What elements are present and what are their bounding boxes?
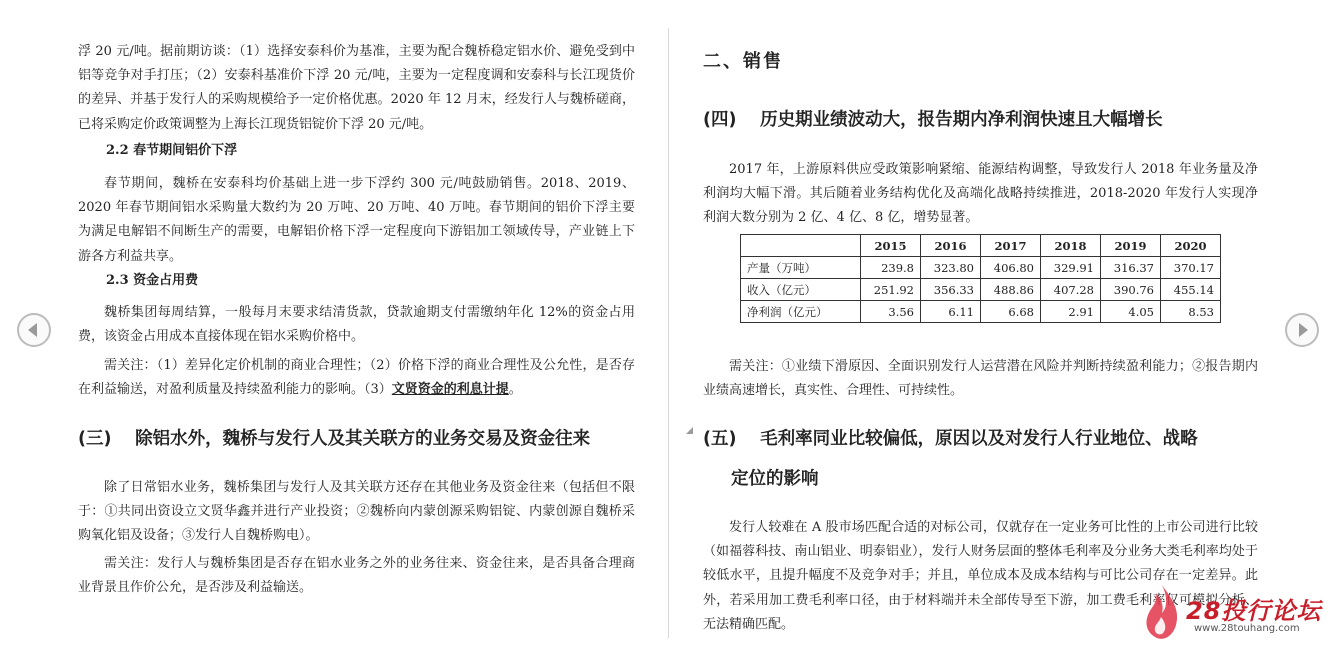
table-header-row xyxy=(741,235,1221,257)
next-page-button[interactable] xyxy=(1285,313,1319,347)
table-cell: 2.91 xyxy=(1041,301,1101,323)
section-title-5: (五) 毛利率同业比较偏低，原因以及对发行人行业地位、战略 xyxy=(703,429,1198,449)
table-cell: 6.68 xyxy=(981,301,1041,323)
year-header: 2016 xyxy=(921,235,981,257)
table-cell: 239.8 xyxy=(861,257,921,279)
watermark-brand: 28投行论坛 xyxy=(1186,597,1322,625)
chapter-title: 二、销售 xyxy=(703,51,783,72)
attention-note: 需关注：发行人与魏桥集团是否存在铝水业务之外的业务往来、资金往来，是否具备合理商业背景且作价公允，是否涉及利益输送。 xyxy=(78,556,635,596)
attention-note xyxy=(78,354,635,402)
paragraph: 春节期间，魏桥在安泰科均价基础上进一步下浮约 300 元/吨鼓励销售。2018、2019、2020 年春节期间铝水采购量大数约为 20 万吨、20 万吨、40 万吨。春节期间的铝价下浮主要为满足电解铝不间断生产的需要，电解铝价格下浮一定程度向下游铝加工领域传导，产业链上下游各方利益共享。 xyxy=(78,176,635,264)
table-row xyxy=(741,279,1221,301)
table-cell: 3.56 xyxy=(861,301,921,323)
paragraph: 2017 年，上游原料供应受政策影响紧缩、能源结构调整，导致发行人 2018 年业务量及净利润均大幅下滑。其后随着业务结构优化及高端化战略持续推进，2018-2020 年发行人实现净利润大数分别为 2 亿、4 亿、8 亿，增势显著。 xyxy=(703,162,1258,226)
financial-table xyxy=(740,234,1221,323)
section-title-3: (三) 除铝水外，魏桥与发行人及其关联方的业务交易及资金往来 xyxy=(78,429,591,449)
table-cell: 390.76 xyxy=(1101,279,1161,301)
prev-page-button[interactable] xyxy=(17,313,51,347)
chevron-left-icon xyxy=(19,315,49,345)
flame-logo-icon xyxy=(1142,583,1182,643)
paragraph: 除了日常铝水业务，魏桥集团与发行人及其关联方还存在其他业务及资金往来（包括但不限于：①共同出资设立文贤华鑫并进行产业投资；②魏桥向内蒙创源采购铝锭、内蒙创源自魏桥采购氧化铝及设备；③发行人自魏桥购电）。 xyxy=(78,480,635,544)
table-cell: 455.14 xyxy=(1161,279,1221,301)
table-cell: 323.80 xyxy=(921,257,981,279)
table-cell: 8.53 xyxy=(1161,301,1221,323)
underlined-term: 文贤资金的利息计提 xyxy=(391,382,509,398)
table-corner-cell xyxy=(741,235,861,257)
watermark-url: www.28touhang.com xyxy=(1194,623,1300,634)
table-cell: 6.11 xyxy=(921,301,981,323)
year-header: 2015 xyxy=(861,235,921,257)
table-cell: 406.80 xyxy=(981,257,1041,279)
year-header: 2018 xyxy=(1041,235,1101,257)
table-cell: 251.92 xyxy=(861,279,921,301)
page-divider xyxy=(668,28,669,638)
subheading-2-3: 2.3 资金占用费 xyxy=(106,273,199,288)
table-row xyxy=(741,257,1221,279)
chevron-right-icon xyxy=(1287,315,1317,345)
table-cell: 407.28 xyxy=(1041,279,1101,301)
attention-note: 需关注：①业绩下滑原因、全面识别发行人运营潜在风险并判断持续盈利能力；②报告期内业绩高速增长，真实性、合理性、可持续性。 xyxy=(703,359,1258,399)
year-header: 2020 xyxy=(1161,235,1221,257)
paragraph: 浮 20 元/吨。据前期访谈：（1）选择安泰科价为基准，主要为配合魏桥稳定铝水价、避免受到中铝等竞争对手打压；（2）安泰科基准价下浮 20 元/吨，主要为一定程度调和安泰科与长江现货价的差异、并基于发行人的采购规模给予一定价格优惠。2020 年 12 月末，经发行人与魏桥磋商，已将采购定价政策调整为上海长江现货铝锭价下浮 20 元/吨。 xyxy=(78,44,635,132)
right-page xyxy=(703,0,1258,662)
row-label: 产量（万吨） xyxy=(741,257,861,279)
note-text: 需关注：（1）差异化定价机制的商业合理性；（2）价格下浮的商业合理性及公允性，是否存在利益输送，对盈利质量及持续盈利能力的影响。（3） xyxy=(78,358,635,398)
fold-corner-icon xyxy=(686,427,693,434)
paragraph: 魏桥集团每周结算，一般每月末要求结清货款，贷款逾期支付需缴纳年化 12%的资金占用费，该资金占用成本直接体现在铝水采购价格中。 xyxy=(78,305,635,345)
table-cell: 356.33 xyxy=(921,279,981,301)
subheading-2-2: 2.2 春节期间铝价下浮 xyxy=(106,143,238,158)
row-label: 净利润（亿元） xyxy=(741,301,861,323)
table-cell: 329.91 xyxy=(1041,257,1101,279)
section-title-5-cont: 定位的影响 xyxy=(731,469,819,489)
table-cell: 488.86 xyxy=(981,279,1041,301)
table-row xyxy=(741,301,1221,323)
table-cell: 316.37 xyxy=(1101,257,1161,279)
year-header: 2017 xyxy=(981,235,1041,257)
note-end: 。 xyxy=(508,382,522,398)
left-page xyxy=(78,0,635,662)
year-header: 2019 xyxy=(1101,235,1161,257)
row-label: 收入（亿元） xyxy=(741,279,861,301)
section-title-4: (四) 历史期业绩波动大，报告期内净利润快速且大幅增长 xyxy=(703,110,1163,130)
paragraph: 发行人较难在 A 股市场匹配合适的对标公司，仅就存在一定业务可比性的上市公司进行比较（如福蓉科技、南山铝业、明泰铝业），发行人财务层面的整体毛利率及分业务大类毛利率均处于较低水平，且提升幅度不及竞争对手；并且，单位成本及成本结构与可比公司存在一定差异。此外，若采用加工费毛利率口径，由于材料端并未全部传导至下游，加工费毛利率仅可模拟分析、无法精确匹配。 xyxy=(703,520,1258,632)
table-cell: 4.05 xyxy=(1101,301,1161,323)
forum-watermark xyxy=(1142,583,1322,645)
table-cell: 370.17 xyxy=(1161,257,1221,279)
